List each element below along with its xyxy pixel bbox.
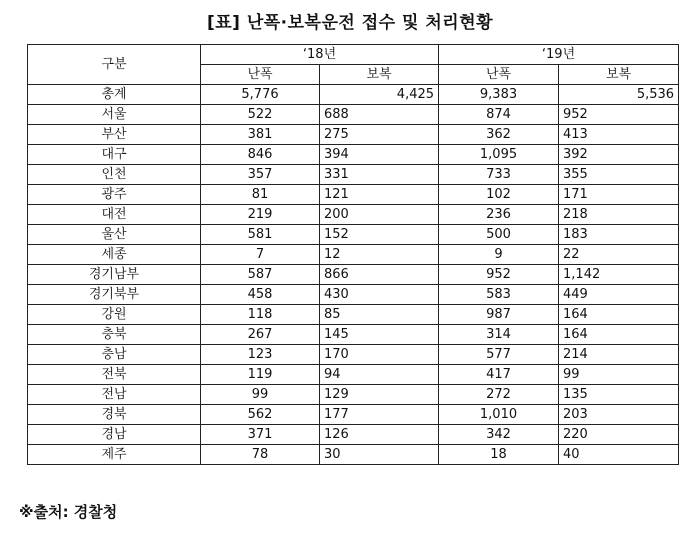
- retaliatory-2019-cell: 413: [559, 125, 679, 145]
- reckless-2019-cell: 583: [439, 285, 559, 305]
- retaliatory-2019-cell: 392: [559, 145, 679, 165]
- reckless-2018-cell: 219: [201, 205, 320, 225]
- retaliatory-2018-cell: 688: [320, 105, 439, 125]
- retaliatory-2018-cell: 126: [320, 425, 439, 445]
- table-row: [28, 425, 679, 445]
- table-row: [28, 205, 679, 225]
- table-title: [표] 난폭·보복운전 접수 및 처리현황: [206, 13, 494, 33]
- retaliatory-2018-cell: 394: [320, 145, 439, 165]
- retaliatory-2018-cell: 94: [320, 365, 439, 385]
- reckless-2019-cell: 236: [439, 205, 559, 225]
- reckless-2019-cell: 272: [439, 385, 559, 405]
- reckless-header-2018: 난폭: [201, 65, 320, 85]
- region-cell: 경기북부: [28, 285, 201, 305]
- retaliatory-2019-cell: 171: [559, 185, 679, 205]
- reckless-2019-cell: 500: [439, 225, 559, 245]
- table-row: [28, 245, 679, 265]
- retaliatory-2019-cell: 203: [559, 405, 679, 425]
- year-2018-header: ‘18년: [201, 45, 439, 65]
- table-row: [28, 185, 679, 205]
- region-cell: 강원: [28, 305, 201, 325]
- category-header: 구분: [28, 45, 201, 85]
- retaliatory-2018-cell: 12: [320, 245, 439, 265]
- reckless-2019-cell: 733: [439, 165, 559, 185]
- region-cell: 전북: [28, 365, 201, 385]
- region-cell: 충북: [28, 325, 201, 345]
- reckless-2019-cell: 9,383: [439, 85, 559, 105]
- reckless-2019-cell: 342: [439, 425, 559, 445]
- retaliatory-2018-cell: 30: [320, 445, 439, 465]
- table-row: [28, 165, 679, 185]
- reckless-2018-cell: 119: [201, 365, 320, 385]
- region-cell: 대구: [28, 145, 201, 165]
- table-row: [28, 125, 679, 145]
- report-table: [27, 44, 679, 465]
- region-cell: 광주: [28, 185, 201, 205]
- retaliatory-2019-cell: 183: [559, 225, 679, 245]
- reckless-2019-cell: 102: [439, 185, 559, 205]
- retaliatory-2018-cell: 200: [320, 205, 439, 225]
- retaliatory-2018-cell: 121: [320, 185, 439, 205]
- reckless-2019-cell: 417: [439, 365, 559, 385]
- table-row: [28, 405, 679, 425]
- retaliatory-2019-cell: 355: [559, 165, 679, 185]
- reckless-2019-cell: 987: [439, 305, 559, 325]
- region-cell: 부산: [28, 125, 201, 145]
- region-cell: 울산: [28, 225, 201, 245]
- reckless-2019-cell: 874: [439, 105, 559, 125]
- table-row: [28, 445, 679, 465]
- reckless-header-2019: 난폭: [439, 65, 559, 85]
- table-row: [28, 325, 679, 345]
- retaliatory-2019-cell: 5,536: [559, 85, 679, 105]
- retaliatory-2018-cell: 331: [320, 165, 439, 185]
- retaliatory-2019-cell: 449: [559, 285, 679, 305]
- reckless-2019-cell: 314: [439, 325, 559, 345]
- retaliatory-2019-cell: 22: [559, 245, 679, 265]
- region-cell: 대전: [28, 205, 201, 225]
- reckless-2018-cell: 458: [201, 285, 320, 305]
- table-row: [28, 385, 679, 405]
- reckless-2019-cell: 577: [439, 345, 559, 365]
- table-row: [28, 285, 679, 305]
- retaliatory-2019-cell: 135: [559, 385, 679, 405]
- reckless-2019-cell: 362: [439, 125, 559, 145]
- retaliatory-2019-cell: 952: [559, 105, 679, 125]
- retaliatory-2019-cell: 220: [559, 425, 679, 445]
- retaliatory-header-2018: 보복: [320, 65, 439, 85]
- table-row: [28, 365, 679, 385]
- header-row-years: [28, 45, 679, 65]
- table-row: [28, 145, 679, 165]
- table-row: [28, 225, 679, 245]
- reckless-2018-cell: 78: [201, 445, 320, 465]
- reckless-2018-cell: 581: [201, 225, 320, 245]
- retaliatory-2019-cell: 164: [559, 325, 679, 345]
- table-row: [28, 305, 679, 325]
- reckless-2018-cell: 123: [201, 345, 320, 365]
- retaliatory-2019-cell: 1,142: [559, 265, 679, 285]
- region-cell: 제주: [28, 445, 201, 465]
- retaliatory-2018-cell: 129: [320, 385, 439, 405]
- region-cell: 전남: [28, 385, 201, 405]
- reckless-2019-cell: 952: [439, 265, 559, 285]
- total-row: [28, 85, 679, 105]
- retaliatory-2019-cell: 99: [559, 365, 679, 385]
- reckless-2018-cell: 267: [201, 325, 320, 345]
- reckless-2019-cell: 1,010: [439, 405, 559, 425]
- reckless-2019-cell: 9: [439, 245, 559, 265]
- reckless-2019-cell: 18: [439, 445, 559, 465]
- retaliatory-2019-cell: 214: [559, 345, 679, 365]
- reckless-2018-cell: 5,776: [201, 85, 320, 105]
- retaliatory-2019-cell: 164: [559, 305, 679, 325]
- reckless-2018-cell: 357: [201, 165, 320, 185]
- reckless-2018-cell: 846: [201, 145, 320, 165]
- region-cell: 세종: [28, 245, 201, 265]
- retaliatory-header-2019: 보복: [559, 65, 679, 85]
- region-cell: 경북: [28, 405, 201, 425]
- retaliatory-2018-cell: 152: [320, 225, 439, 245]
- region-cell: 인천: [28, 165, 201, 185]
- region-cell: 충남: [28, 345, 201, 365]
- year-2019-header: ‘19년: [439, 45, 679, 65]
- table-row: [28, 105, 679, 125]
- reckless-2018-cell: 7: [201, 245, 320, 265]
- reckless-2018-cell: 99: [201, 385, 320, 405]
- retaliatory-2019-cell: 218: [559, 205, 679, 225]
- reckless-2018-cell: 522: [201, 105, 320, 125]
- retaliatory-2018-cell: 275: [320, 125, 439, 145]
- retaliatory-2019-cell: 40: [559, 445, 679, 465]
- table-row: [28, 265, 679, 285]
- region-cell: 경남: [28, 425, 201, 445]
- source-note: ※출처: 경찰청: [19, 503, 118, 521]
- reckless-2018-cell: 81: [201, 185, 320, 205]
- retaliatory-2018-cell: 85: [320, 305, 439, 325]
- retaliatory-2018-cell: 177: [320, 405, 439, 425]
- reckless-2018-cell: 371: [201, 425, 320, 445]
- reckless-2018-cell: 118: [201, 305, 320, 325]
- reckless-2018-cell: 587: [201, 265, 320, 285]
- region-cell: 경기남부: [28, 265, 201, 285]
- table-row: [28, 345, 679, 365]
- reckless-2018-cell: 562: [201, 405, 320, 425]
- reckless-2019-cell: 1,095: [439, 145, 559, 165]
- retaliatory-2018-cell: 170: [320, 345, 439, 365]
- reckless-2018-cell: 381: [201, 125, 320, 145]
- retaliatory-2018-cell: 866: [320, 265, 439, 285]
- retaliatory-2018-cell: 145: [320, 325, 439, 345]
- region-cell: 서울: [28, 105, 201, 125]
- region-cell: 총계: [28, 85, 201, 105]
- retaliatory-2018-cell: 430: [320, 285, 439, 305]
- retaliatory-2018-cell: 4,425: [320, 85, 439, 105]
